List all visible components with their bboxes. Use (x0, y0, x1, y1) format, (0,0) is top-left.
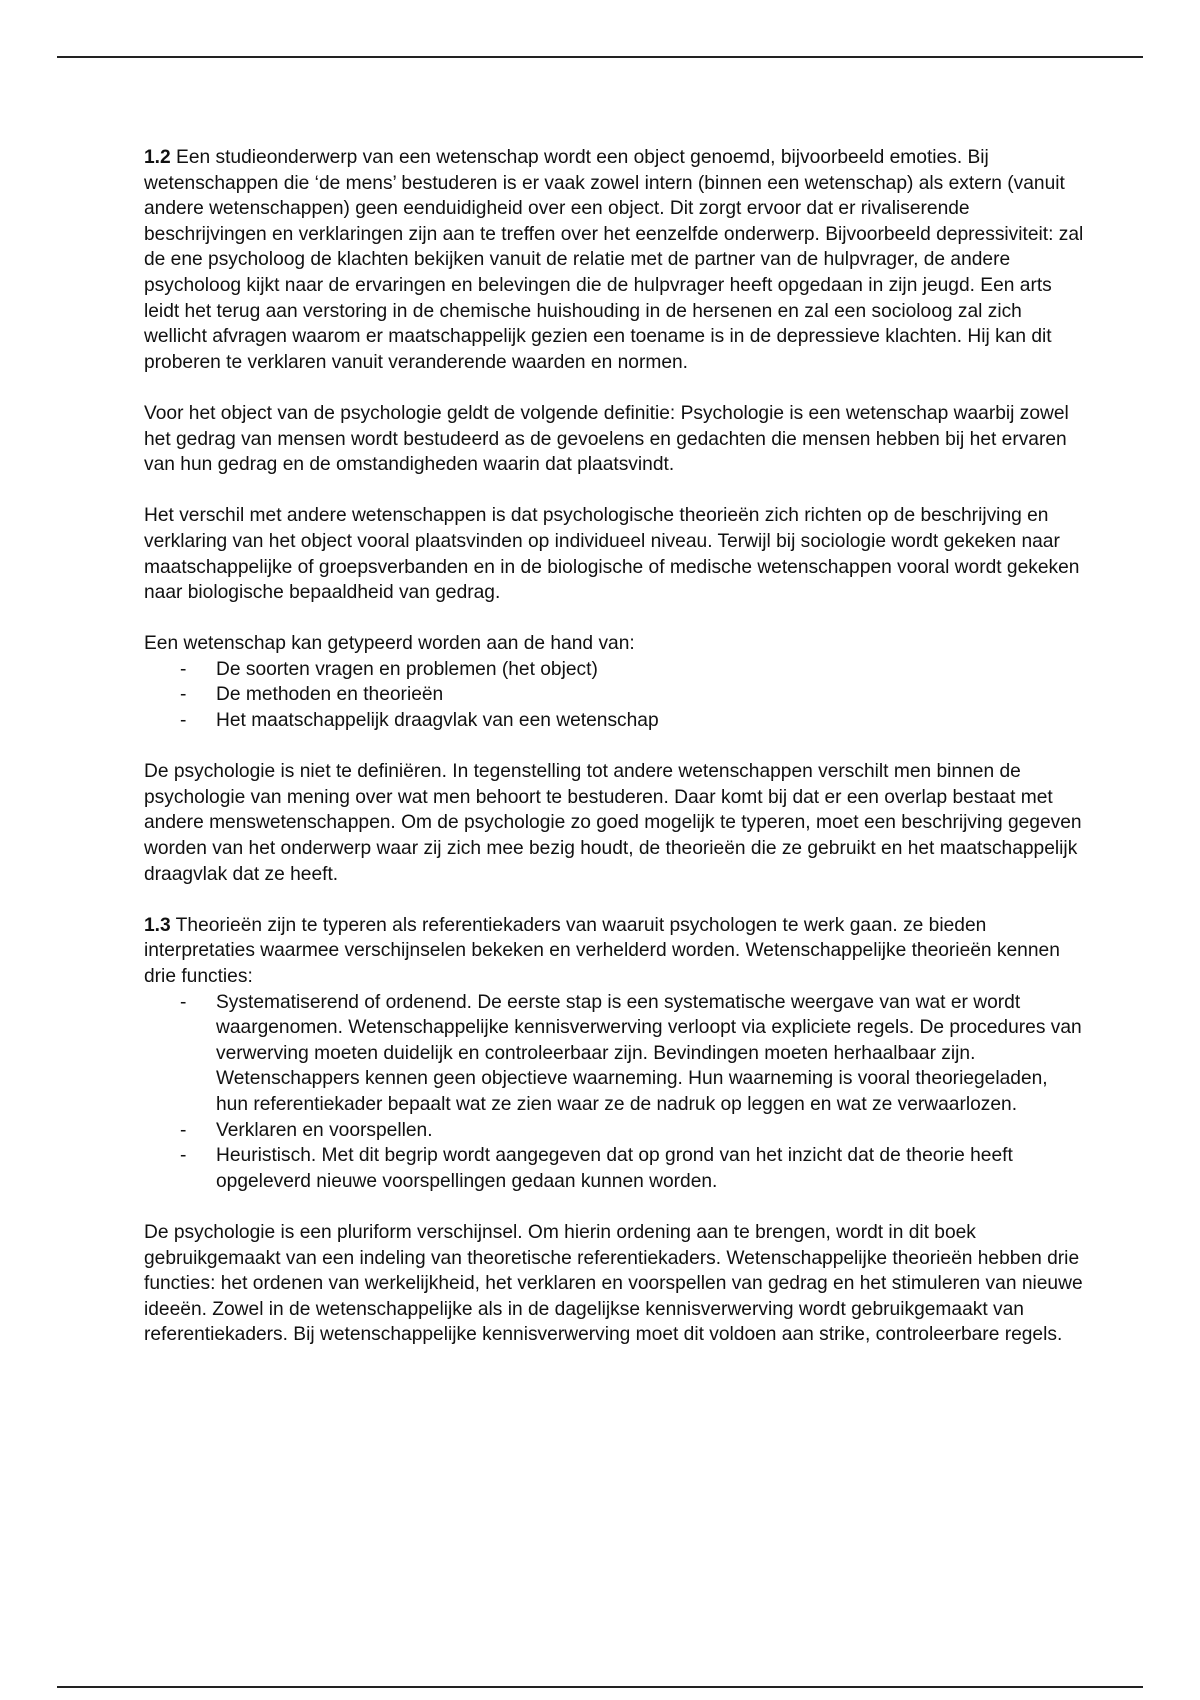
dash-bullet: - (180, 658, 187, 680)
typing-list (144, 657, 1084, 734)
summary-paragraph: De psychologie is een pluriform verschijnsel. Om hierin ordening aan te brengen, wordt in dit boek gebruikgemaakt van een indeling van theoretische referentiekaders. Wetenschappelijke theorieën hebben drie functies: het ordenen van werkelijkheid, het verklaren en voorspellen van gedrag en het stimuleren van nieuwe ideeën. Zowel in de wetenschappelijke als in de dagelijkse kennisverwerving wordt gebruikgemaakt van referentiekaders. Bij wetenschappelijke kennisverwerving moet dit voldoen aan strike, controleerbare regels. (144, 1221, 1083, 1346)
list-item: - De soorten vragen en problemen (het object) (144, 657, 1084, 683)
header-rule (57, 56, 1143, 58)
footer-rule (57, 1686, 1143, 1688)
dash-bullet: - (180, 710, 187, 732)
difference-paragraph: Het verschil met andere wetenschappen is dat psychologische theorieën zich richten op de beschrijving en verklaring van het object vooral plaatsvinden op individueel niveau. Terwijl bij sociologie wordt gekeken naar maatschappelijke of groepsverbanden en in de biologische of medische wetenschappen vooral wordt gekeken naar biologische bepaaldheid van gedrag. (144, 505, 1080, 604)
paragraph-text: Theorieën zijn te typeren als referentiekaders van waaruit psychologen te werk gaan. ze bieden interpretaties waarmee verschijnselen bekeken en verhelderd worden. Wetenschappelijke theorieën kennen drie functies: (144, 914, 1060, 987)
document-body (144, 145, 1084, 1374)
dash-bullet: - (180, 1119, 187, 1141)
list-item: - Heuristisch. Met dit begrip wordt aangegeven dat op grond van het inzicht dat de theorie heeft opgeleverd nieuwe voorspellingen gedaan kunnen worden. (180, 1145, 1013, 1192)
list-intro: Een wetenschap kan getypeerd worden aan de hand van: (144, 633, 635, 655)
definition-paragraph: Voor het object van de psychologie geldt de volgende definitie: Psychologie is een wetenschap waarbij zowel het gedrag van mensen wordt bestudeerd as de gevoelens en gedachten die mensen hebben bij het ervaren van hun gedrag en de omstandigheden waarin dat plaatsvindt. (144, 402, 1069, 476)
dash-bullet: - (180, 1145, 187, 1167)
section-1-2-intro-paragraph (144, 145, 1084, 375)
section-1-3-intro-paragraph (144, 913, 1084, 990)
list-item: - De methoden en theorieën (144, 682, 1084, 708)
list-item: - Het maatschappelijk draagvlak van een wetenschap (144, 708, 1084, 734)
dash-bullet: - (180, 684, 187, 706)
section-number: 1.2 (144, 147, 171, 168)
list-item: - Verklaren en voorspellen. (144, 1118, 1084, 1144)
paragraph-text: Een studieonderwerp van een wetenschap wordt een object genoemd, bijvoorbeeld emoties. Bij wetenschappen die ‘de mens’ bestuderen is er vaak zowel intern (binnen een wetenschap) als extern (vanuit andere wetenschappen) geen eenduidigheid over een object. Dit zorgt ervoor dat er rivaliserende beschrijvingen en verklaringen zijn aan te treffen over het eenzelfde onderwerp. Bijvoorbeeld depressiviteit: zal de ene psycholoog de klachten bekijken vanuit de relatie met de partner van de hulpvrager, de andere psycholoog kijkt naar de ervaringen en belevingen die de hulpvrager heeft opgedaan in zijn jeugd. Een arts leidt het terug aan verstoring in de chemische huishouding in de hersenen en zal een socioloog zal zich wellicht afvragen waarom er maatschappelijk gezien een toename is in de depressieve klachten. Hij kan dit proberen te verklaren vanuit veranderende waarden en normen. (144, 147, 1084, 373)
functions-list (144, 990, 1084, 1195)
dash-bullet: - (180, 991, 187, 1013)
section-number: 1.3 (144, 914, 171, 936)
list-item: - Systematiserend of ordenend. De eerste stap is een systematische weergave van wat er wordt waargenomen. Wetenschappelijke kennisverwerving verloopt via expliciete regels. De procedures van verwerving moeten duidelijk en controleerbaar zijn. Bevindingen moeten herhaalbaar zijn. Wetenschappers kennen geen objectieve waarneming. Hun waarneming is vooral theoriegeladen, hun referentiekader bepaalt wat ze zien waar ze de nadruk op leggen en wat ze verwaarlozen. (180, 991, 1082, 1115)
definition-problem-paragraph: De psychologie is niet te definiëren. In tegenstelling tot andere wetenschappen verschilt men binnen de psychologie van mening over wat men behoort te bestuderen. Daar komt bij dat er een overlap bestaat met andere menswetenschappen. Om de psychologie zo goed mogelijk te typeren, moet een beschrijving gegeven worden van het onderwerp waar zij zich mee bezig houdt, de theorieën die ze gebruikt en het maatschappelijk draagvlak dat ze heeft. (144, 761, 1082, 885)
